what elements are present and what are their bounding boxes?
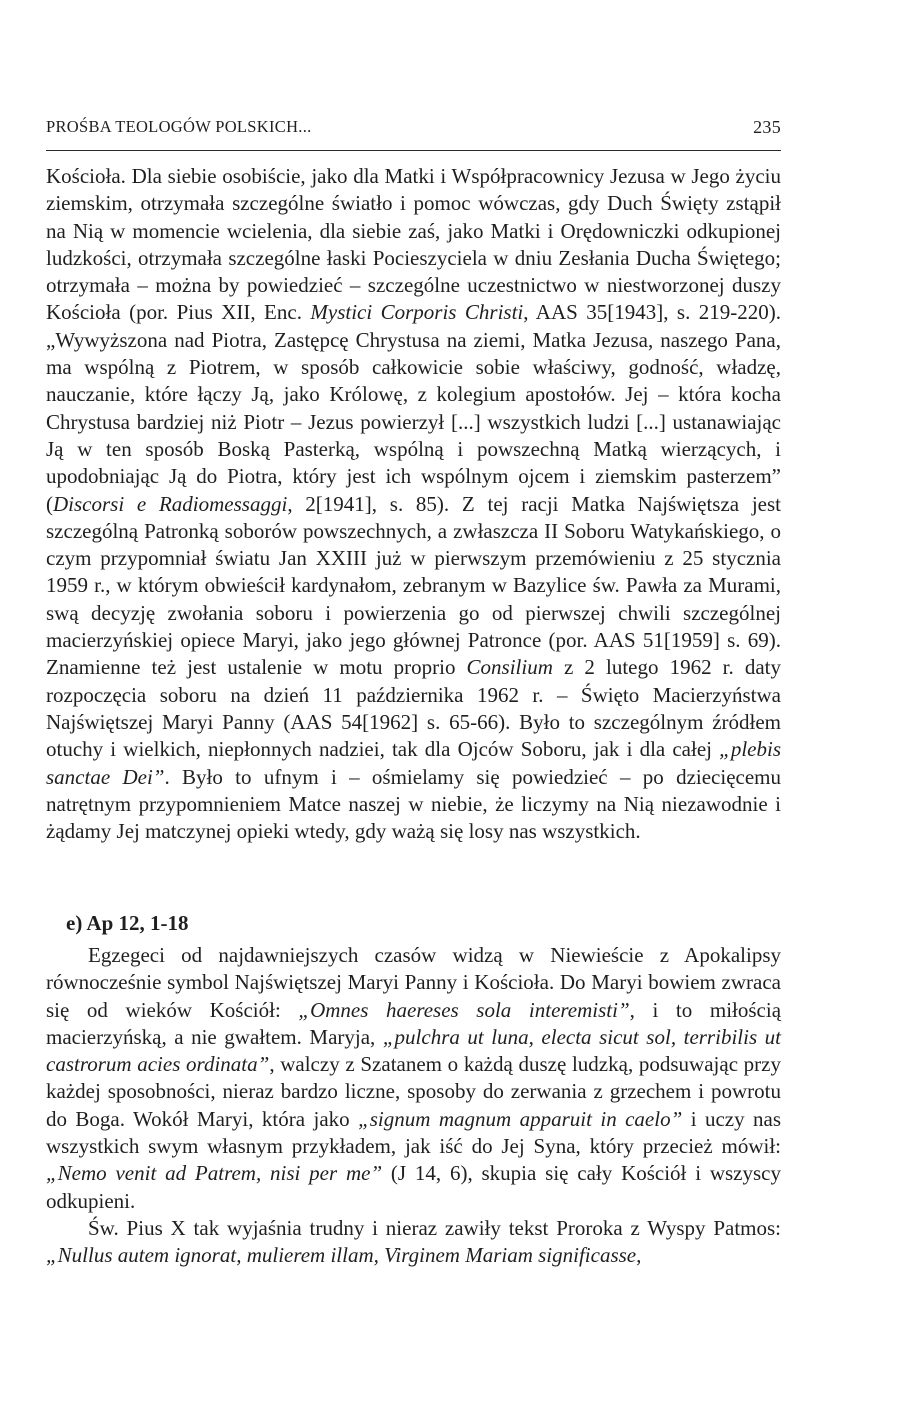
text-segment: , walczy z Szatanem o każdą duszę ludzką, podsuwając przy każdej sposobności, nieraz bardzo liczne, sposoby do zerwania z grzechem i powrotu do Boga. Wokół Maryi, która jako bbox=[46, 1052, 782, 1131]
text-segment: , 2[1941], s. 85). Z tej racji Matka Najświętsza jest szczególną Patronką soborów powszechnych, a zwłaszcza II Soboru Watykańskiego, o czym przypomniał światu Jan XXIII już w pierwszym przemówieniu z 25 stycznia 1959 r., w którym obwieścił kardynałom, zebranym w Bazylice św. Pawła za Murami, swą decyzję zwołania soboru i powierzenia go od pierwszej chwili szczególnej macierzyńskiej opiece Maryi, jako jego głównej Patronce (por. AAS 51[1959] s. 69). Znamienne też jest ustalenie w motu proprio bbox=[46, 491, 782, 680]
running-title: PROŚBA TEOLOGÓW POLSKICH... bbox=[46, 117, 312, 136]
italic-title: Mystici Corporis Christi bbox=[310, 300, 524, 325]
italic-quote: „Nemo venit ad Patrem, nisi per me” bbox=[46, 1161, 383, 1186]
text-segment: Kościoła. Dla siebie osobiście, jako dla Matki i Współpracownicy Jezusa w Jego życiu ziemskim, otrzymała szczególne światło i pomoc wówczas, gdy Duch Święty zstąpił na Nią w momencie wcielenia, dla siebie zaś, jako Matki i Orędowniczki odkupionej ludzkości, otrzymała szczególne łaski Pocieszyciela w dniu Zesłania Ducha Świętego; otrzymała – można by powiedzieć – szczególne uczestnictwo w niestworzonej duszy Kościoła (por. Pius XII, Enc. bbox=[46, 164, 781, 325]
italic-quote: „Nullus autem ignorat, mulierem illam, Virginem Mariam significasse, bbox=[46, 1243, 642, 1268]
text-block-main bbox=[46, 163, 781, 845]
running-header bbox=[46, 117, 781, 141]
italic-quote: „Omnes haereses sola interemisti” bbox=[298, 997, 630, 1022]
text-segment: Św. Pius X tak wyjaśnia trudny i nieraz zawiły tekst Proroka z Wyspy Patmos: bbox=[88, 1215, 781, 1240]
text-segment: , AAS 35[1943], s. 219-220). „Wywyższona nad Piotra, Zastępcę Chrystusa na ziemi, Matka Jezusa, naszego Pana, ma wspólną z Piotrem, w sposób całkowicie sobie właściwy, godność, władzę, nauczanie, które łączy Ją, jako Królowę, z kolegium apostołów. Jej – która kocha Chrystusa bardziej niż Piotr – Jezus powierzył [...] wszystkich ludzi [...] ustanawiając Ją w ten sposób Boską Pasterką, wspólną i powszechną Matką wierzących, i upodobniając Ją do Piotra, który jest ich wspólnym ojcem i ziemskim pasterzem” ( bbox=[46, 300, 781, 516]
text-segment: Egzegeci od najdawniejszych czasów widzą w Niewieście z Apokalipsy równocześnie symbol Najświętszej Maryi Panny i Kościoła. Do Maryi bowiem zwraca się od wieków Kościół: bbox=[46, 943, 781, 1022]
italic-quote: „plebis sanctae Dei” bbox=[46, 737, 781, 789]
paragraph-kosciola bbox=[46, 163, 781, 845]
page-number: 235 bbox=[753, 117, 781, 137]
italic-title: Discorsi e Radiomessaggi bbox=[53, 491, 288, 516]
paragraph-egzegeci bbox=[46, 942, 781, 1215]
text-segment: z 2 lutego 1962 r. daty rozpoczęcia soboru na dzień 11 października 1962 r. – Święto Macierzyństwa Najświętszej Maryi Panny (AAS 54[1962] s. 65-66). Było to szczególnym źródłem otuchy i wielkich, niepłonnych nadziei, tak dla Ojców Soboru, jak i dla całej bbox=[46, 655, 781, 762]
text-segment: . Było to ufnym i – ośmielamy się powiedzieć – po dziecięcemu natrętnym przypomnieniem Matce naszej w niebie, że liczymy na Nią niezawodnie i żądamy Jej matczynej opieki wtedy, gdy ważą się losy nas wszystkich. bbox=[46, 764, 781, 844]
italic-quote: „pulchra ut luna, electa sicut sol, terribilis ut castrorum acies ordinata” bbox=[46, 1024, 781, 1077]
italic-quote: „signum magnum apparuit in caelo” bbox=[358, 1106, 683, 1131]
header-rule bbox=[46, 150, 781, 151]
italic-title: Consilium bbox=[466, 655, 553, 680]
text-segment: , i to miłością macierzyńską, a nie gwałtem. Maryja, bbox=[46, 997, 782, 1049]
text-segment: (J 14, 6), skupia się cały Kościół i wszyscy odkupieni. bbox=[46, 1161, 781, 1213]
text-segment: i uczy nas wszystkich swym własnym przykładem, jak iść do Jej Syna, który przecież mówił: bbox=[46, 1106, 782, 1159]
section-heading: e) Ap 12, 1-18 bbox=[66, 911, 189, 935]
paragraph-pius-x bbox=[46, 1215, 781, 1270]
text-block-section-e bbox=[46, 942, 781, 1270]
